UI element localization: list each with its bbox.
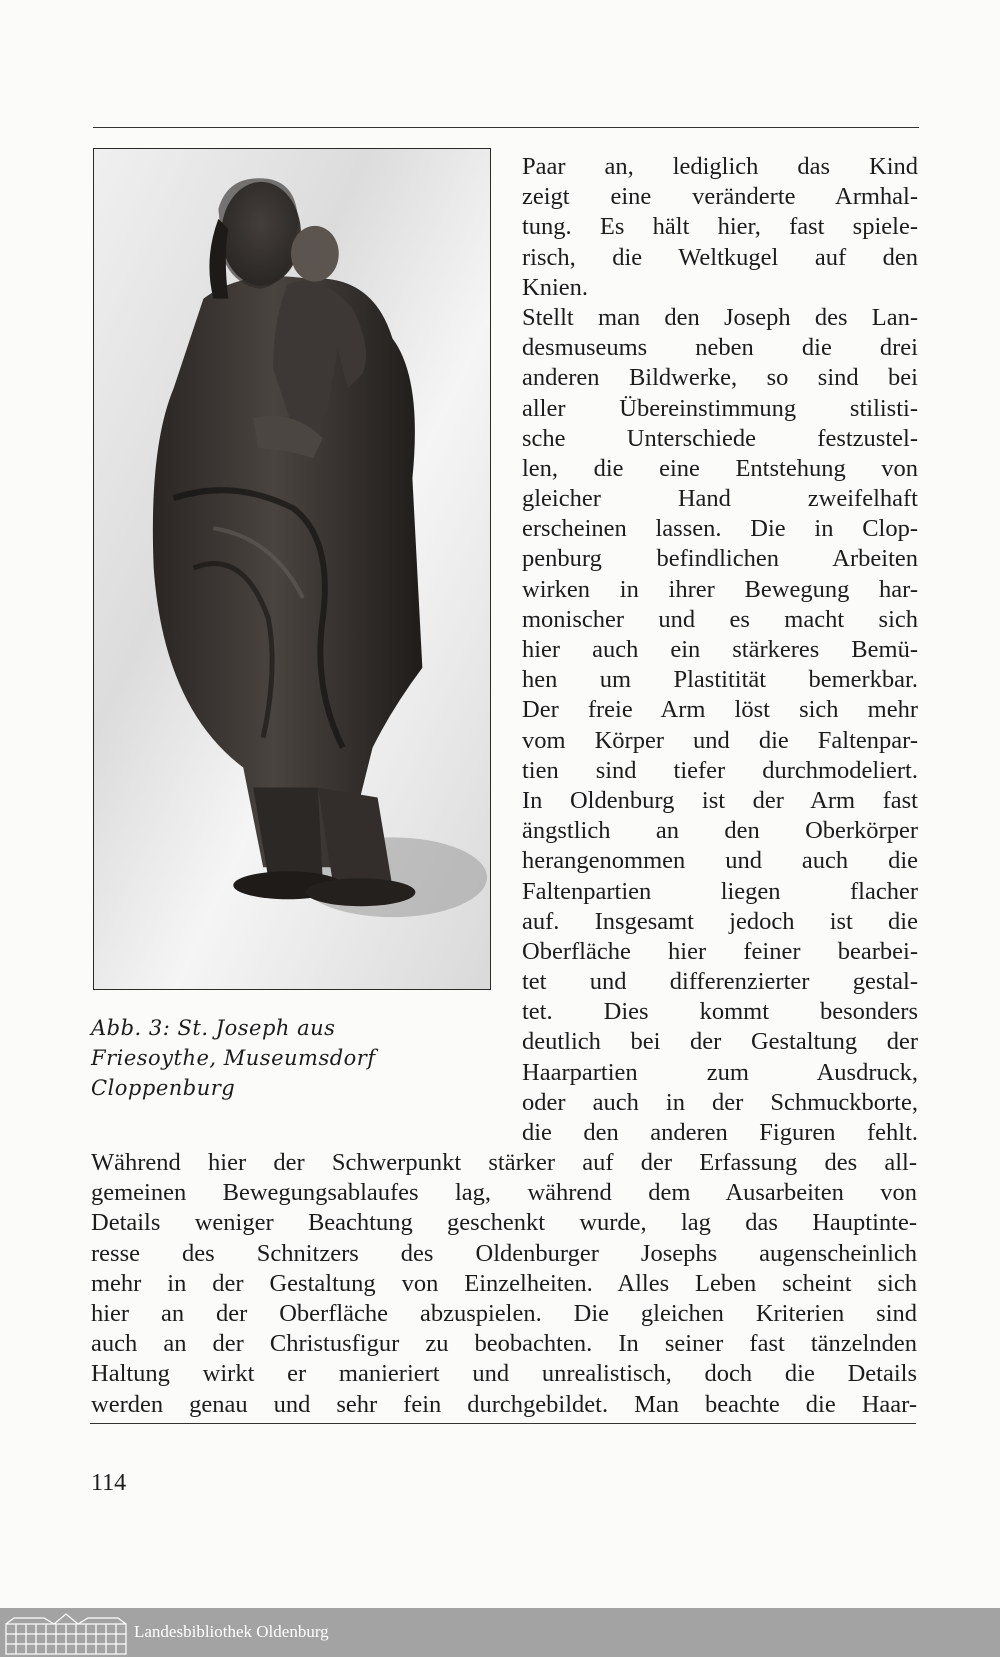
text-line: zeigt eine veränderte Armhal- bbox=[522, 183, 918, 211]
text-line: tung. Es hält hier, fast spiele- bbox=[522, 213, 918, 241]
library-building-icon bbox=[4, 1610, 128, 1656]
text-line: Oberfläche hier feiner bearbei- bbox=[522, 937, 918, 965]
text-line: gemeinen Bewegungsablaufes lag, während dem Ausarbeiten von bbox=[91, 1179, 917, 1207]
text-line: herangenommen und auch die bbox=[522, 847, 918, 875]
text-line: auf. Insgesamt jedoch ist die bbox=[522, 907, 918, 935]
text-line: risch, die Weltkugel auf den bbox=[522, 243, 918, 271]
text-line: hier an der Oberfläche abzuspielen. Die gleichen Kriterien sind bbox=[91, 1299, 917, 1327]
text-line: werden genau und sehr fein durchgebildet. Man beachte die Haar- bbox=[91, 1390, 917, 1418]
text-line: wirken in ihrer Bewegung har- bbox=[522, 575, 918, 603]
text-line: Der freie Arm löst sich mehr bbox=[522, 696, 918, 724]
figure-caption bbox=[91, 1013, 451, 1103]
text-line: penburg befindlichen Arbeiten bbox=[522, 545, 918, 573]
page-number: 114 bbox=[91, 1470, 127, 1496]
text-line: oder auch in der Schmuckborte, bbox=[522, 1088, 918, 1116]
full-width-text bbox=[91, 1148, 917, 1420]
text-line: deutlich bei der Gestaltung der bbox=[522, 1028, 918, 1056]
text-line: monischer und es macht sich bbox=[522, 605, 918, 633]
text-line: auch an der Christusfigur zu beobachten. In seiner fast tänzelnden bbox=[91, 1330, 917, 1358]
text-line: Stellt man den Joseph des Lan- bbox=[522, 303, 918, 331]
statue-image bbox=[94, 149, 490, 989]
text-line: tet und differenzierter gestal- bbox=[522, 968, 918, 996]
figure-photo bbox=[93, 148, 491, 990]
text-line: ängstlich an den Oberkörper bbox=[522, 817, 918, 845]
caption-line: Abb. 3: St. Joseph aus bbox=[91, 1016, 336, 1040]
top-rule bbox=[93, 127, 919, 128]
text-line: Knien. bbox=[522, 273, 588, 301]
text-line: hier auch ein stärkeres Bemü- bbox=[522, 636, 918, 663]
text-line: Details weniger Beachtung geschenkt wurde, lag das Hauptinte- bbox=[91, 1209, 917, 1237]
library-footer-bar bbox=[0, 1608, 1000, 1657]
text-line: anderen Bildwerke, so sind bei bbox=[522, 364, 918, 392]
text-line: sche Unterschiede festzustel- bbox=[522, 424, 918, 452]
caption-line: Friesoythe, Museumsdorf bbox=[91, 1046, 376, 1070]
caption-line: Cloppenburg bbox=[91, 1076, 236, 1100]
text-line: die den anderen Figuren fehlt. bbox=[522, 1119, 918, 1146]
text-line: mehr in der Gestaltung von Einzelheiten. Alles Leben scheint sich bbox=[91, 1269, 917, 1297]
text-line: tet. Dies kommt besonders bbox=[522, 998, 918, 1026]
text-line: Während hier der Schwerpunkt stärker auf der Erfassung des all- bbox=[91, 1149, 917, 1176]
text-line: In Oldenburg ist der Arm fast bbox=[522, 786, 918, 814]
text-line: vom Körper und die Faltenpar- bbox=[522, 726, 918, 754]
library-name: Landesbibliothek Oldenburg bbox=[134, 1622, 329, 1641]
text-line: len, die eine Entstehung von bbox=[522, 454, 918, 482]
text-line: desmuseums neben die drei bbox=[522, 334, 918, 362]
text-line: Haarpartien zum Ausdruck, bbox=[522, 1058, 918, 1086]
text-line: hen um Plastitität bemerkbar. bbox=[522, 666, 918, 694]
right-column-text bbox=[522, 152, 918, 1148]
text-line: Faltenpartien liegen flacher bbox=[522, 877, 918, 905]
text-line: Haltung wirkt er manieriert und unrealistisch, doch die Details bbox=[91, 1360, 917, 1388]
text-line: resse des Schnitzers des Oldenburger Josephs augenscheinlich bbox=[91, 1239, 917, 1267]
text-line: aller Übereinstimmung stilisti- bbox=[522, 394, 918, 422]
text-line: erscheinen lassen. Die in Clop- bbox=[522, 515, 918, 543]
text-line: tien sind tiefer durchmodeliert. bbox=[522, 756, 918, 784]
bottom-rule bbox=[90, 1423, 916, 1424]
text-line: Paar an, lediglich das Kind bbox=[522, 153, 918, 180]
text-line: gleicher Hand zweifelhaft bbox=[522, 485, 918, 513]
